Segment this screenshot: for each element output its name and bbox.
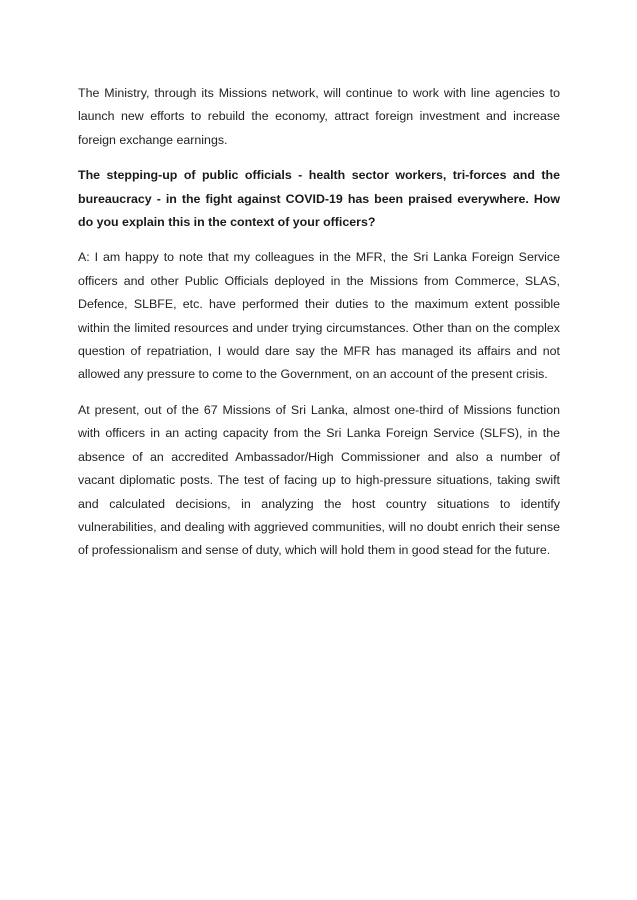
- paragraph-intro: The Ministry, through its Missions network, will continue to work with line agencies to launch new efforts to rebuild the economy, attract foreign investment and increase foreign exchange earnings.: [78, 86, 560, 147]
- answer-paragraph-colleagues: A: I am happy to note that my colleagues in the MFR, the Sri Lanka Foreign Service officers and other Public Officials deployed in the Missions from Commerce, SLAS, Defence, SLBFE, etc. have performed their duties to the maximum extent possible within the limited resources and under trying circumstances. Other than on the complex question of repatriation, I would dare say the MFR has managed its affairs and not allowed any pressure to come to the Government, on an account of the present crisis.: [78, 250, 560, 382]
- answer-paragraph-missions: At present, out of the 67 Missions of Sri Lanka, almost one-third of Missions function with officers in an acting capacity from the Sri Lanka Foreign Service (SLFS), in the absence of an accredited Ambassador/High Commissioner and also a number of vacant diplomatic posts. The test of facing up to high-pressure situations, taking swift and calculated decisions, in analyzing the host country situations to identify vulnerabilities, and dealing with aggrieved communities, will no doubt enrich their sense of professionalism and sense of duty, which will hold them in good stead for the future.: [78, 402, 560, 558]
- document-body: [78, 82, 560, 575]
- interview-question: The stepping-up of public officials - health sector workers, tri-forces and the bureaucracy - in the fight against COVID-19 has been praised everywhere. How do you explain this in the context of your officers?: [78, 168, 560, 230]
